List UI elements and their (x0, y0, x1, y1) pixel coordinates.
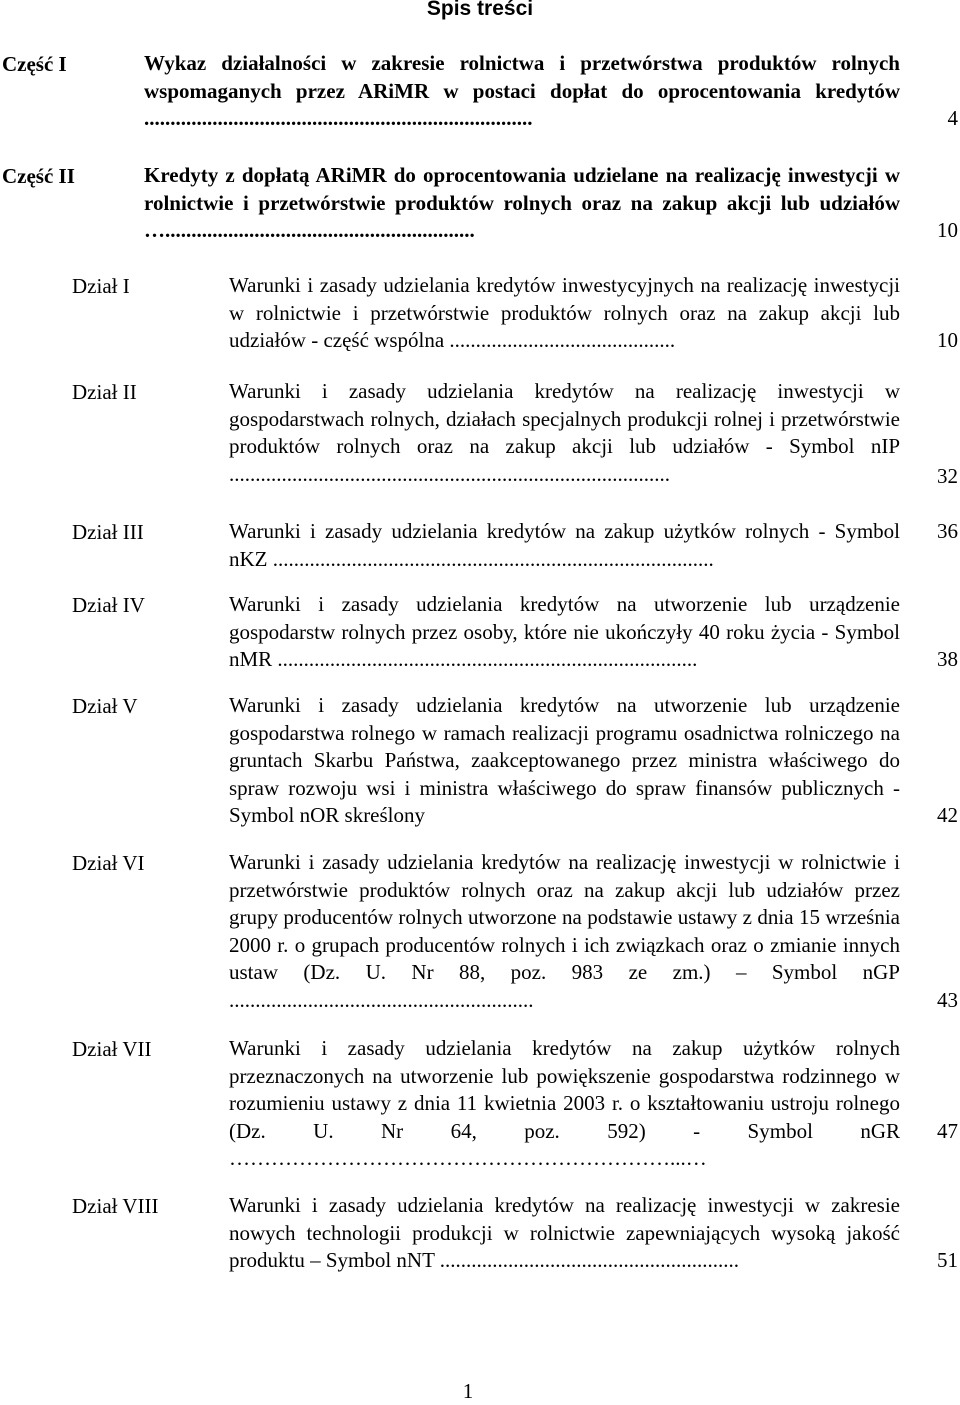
toc-section-text: Warunki i zasady udzielania kredytów na utworzenie lub urządzenie gospodarstwa rolnego w ramach realizacji programu osadnictwa rolniczego na gruntach Skarbu Państwa, zaakceptowanego przez ministra właściwego do spraw rozwoju wsi i ministra właściwego do spraw finansów publicznych - Symbol nOR skreślony (229, 693, 900, 827)
toc-section-label: Dział V (72, 694, 138, 718)
toc-section-text: Warunki i zasady udzielania kredytów na realizację inwestycji w rolnictwie i przetwórstwie produktów rolnych oraz na zakup akcji lub udziałów przez grupy producentów rolnych utworzone na podstawie ustawy z dnia 15 września 2000 r. o grupach producentów rolnych i ich związkach oraz o zmianie innych ustaw (Dz. U. Nr 88, poz. 983 ze zm.) – Symbol nGP .......................................................... (229, 850, 900, 1012)
toc-section-text: Warunki i zasady udzielania kredytów inwestycyjnych na realizację inwestycji w rolnictwie i przetwórstwie produktów rolnych oraz na zakup akcji lub udziałów - część wspólna ........................................... (229, 273, 900, 352)
toc-section-text: Warunki i zasady udzielania kredytów na realizację inwestycji w gospodarstwach rolnych, działach specjalnych produkcji rolnej i przetwórstwie produktów rolnych oraz na zakup akcji lub udziałów - Symbol nIP .................................................................................... (229, 379, 900, 486)
page-number-footer: 1 (462, 1379, 474, 1403)
toc-page-number: 51 (937, 1248, 958, 1272)
toc-part-text: Kredyty z dopłatą ARiMR do oprocentowania udzielane na realizację inwestycji w rolnictwie i przetwórstwie produktów rolnych oraz na zakup akcji lub udziałów …........................................................... (144, 163, 900, 242)
toc-page-number: 10 (937, 218, 958, 242)
toc-title: Spis treści (426, 0, 534, 20)
toc-page-number: 38 (937, 647, 958, 671)
toc-section-label: Dział VIII (72, 1194, 159, 1218)
toc-part-text: Wykaz działalności w zakresie rolnictwa i przetwórstwa produktów rolnych wspomaganych przez ARiMR w postaci dopłat do oprocentowania kredytów .......................................................................... (144, 51, 900, 130)
toc-section-text: Warunki i zasady udzielania kredytów na zakup użytków rolnych - Symbol nKZ .................................................................................... (229, 519, 900, 571)
toc-page-number: 42 (937, 803, 958, 827)
toc-section-label: Dział VI (72, 851, 145, 875)
toc-section-label: Dział II (72, 380, 137, 404)
toc-part-label: Część II (2, 164, 75, 188)
toc-page-number: 47 (937, 1119, 958, 1143)
toc-section-text: Warunki i zasady udzielania kredytów na utworzenie lub urządzenie gospodarstw rolnych przez osoby, które nie ukończyły 40 roku życia - Symbol nMR ................................................................................ (229, 592, 900, 671)
toc-section-label: Dział IV (72, 593, 145, 617)
toc-section-label: Dział I (72, 274, 130, 298)
toc-section-text: Warunki i zasady udzielania kredytów na realizację inwestycji w zakresie nowych technologii produkcji w rolnictwie zapewniających wysoką jakość produktu – Symbol nNT ......................................................... (229, 1193, 900, 1272)
toc-section-label: Dział III (72, 520, 144, 544)
toc-page-number: 4 (947, 106, 958, 130)
toc-page-number: 32 (937, 464, 958, 488)
toc-section-text: Warunki i zasady udzielania kredytów na zakup użytków rolnych przeznaczonych na utworzenie lub powiększenie gospodarstwa rodzinnego w rozumieniu ustawy z dnia 11 kwietnia 2003 r. o kształtowaniu ustroju rolnego (Dz. U. Nr 64, poz. 592) - Symbol nGR ………………………………………………………...… (229, 1036, 900, 1170)
toc-page-number: 43 (937, 988, 958, 1012)
toc-page-number: 10 (937, 328, 958, 352)
toc-page-number: 36 (937, 519, 958, 543)
toc-section-label: Dział VII (72, 1037, 152, 1061)
toc-part-label: Część I (2, 52, 67, 76)
